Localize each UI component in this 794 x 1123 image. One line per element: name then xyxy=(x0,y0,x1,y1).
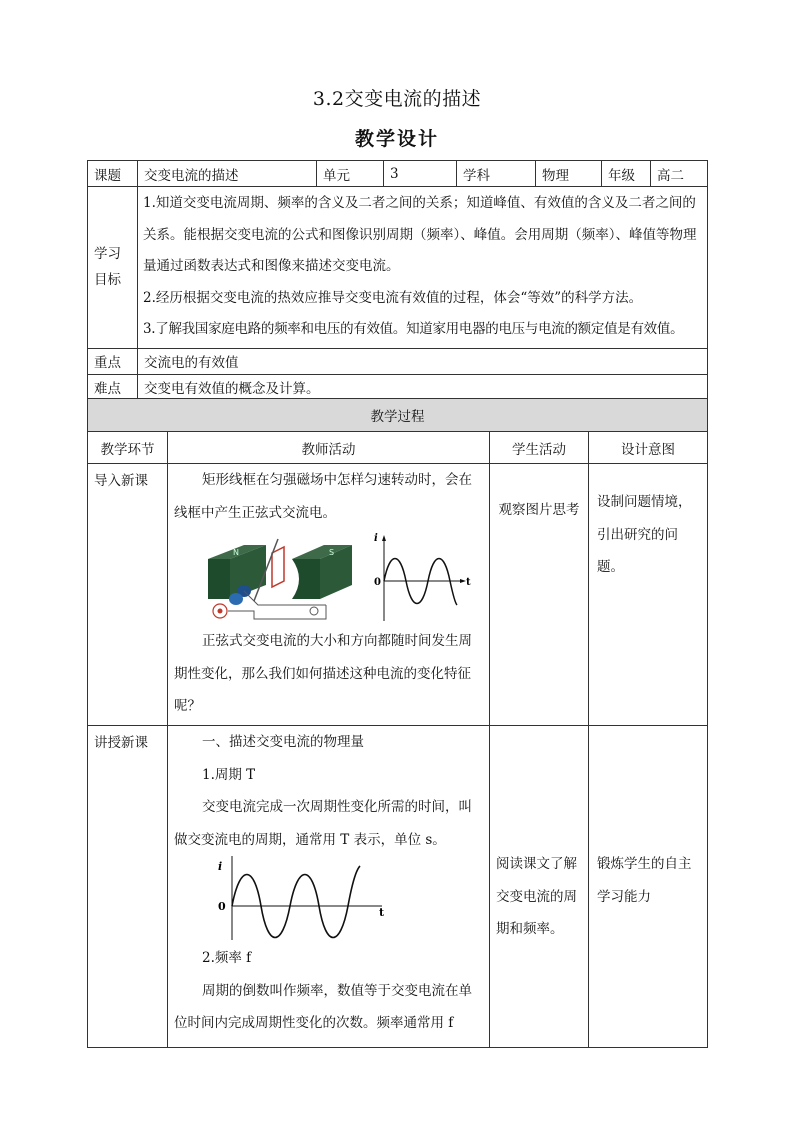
goal-2: 2.经历根据交变电流的热效应推导交变电流有效值的过程，体会“等效”的科学方法。 xyxy=(143,289,643,306)
teacher-new-sub2: 2.频率 f xyxy=(202,950,252,966)
label-topic: 课题 xyxy=(88,161,138,187)
student-intro: 观察图片思考 xyxy=(490,464,589,726)
topic-value: 交变电流的描述 xyxy=(138,161,317,187)
teaching-process-table xyxy=(87,398,708,1048)
key-value: 交流电的有效值 xyxy=(138,348,708,374)
teacher-intro-p1: 矩形线框在匀强磁场中怎样匀速转动时，会在线框中产生正弦式交流电。 xyxy=(174,472,472,521)
lesson-info-table xyxy=(87,160,708,401)
teacher-new-sub1: 1.周期 T xyxy=(202,766,256,783)
unit-value: 3 xyxy=(384,161,457,187)
graph1-y-arrow xyxy=(382,535,386,541)
pole-n-label: N xyxy=(233,548,239,557)
grade-value: 高二 xyxy=(651,161,708,187)
bulb-icon xyxy=(310,607,318,615)
teacher-new-heading: 一、描述交变电流的物理量 xyxy=(202,734,364,750)
subject-value: 物理 xyxy=(536,161,602,187)
student-new: 阅读课文了解交变电流的周期和频率。 xyxy=(490,726,589,1048)
label-key: 重点 xyxy=(88,348,138,374)
magnet-pole-left xyxy=(208,559,230,599)
intent-new: 锻炼学生的自主学习能力 xyxy=(589,726,708,1048)
label-unit: 单元 xyxy=(317,161,384,187)
magnet-pole-right xyxy=(292,559,320,599)
page-subtitle: 教学设计 xyxy=(354,128,439,150)
coil-loop xyxy=(272,547,284,587)
label-grade: 年级 xyxy=(602,161,651,187)
graph2-sine-curve xyxy=(232,866,360,938)
goals-content xyxy=(138,187,708,349)
graph2-i-label: i xyxy=(218,860,223,873)
stage-intro-label: 导入新课 xyxy=(94,473,148,489)
teacher-new xyxy=(168,726,490,1048)
header-intent: 设计意图 xyxy=(589,432,708,464)
goal-1: 1.知道交变电流周期、频率的含义及二者之间的关系；知道峰值、有效值的含义及二者之间的关系。能根据交变电流的公式和图像识别周期（频率）、峰值。会用周期（频率）、峰值等物理量通过函数表达式和图像来描述交变电流。 xyxy=(143,195,697,274)
header-student: 学生活动 xyxy=(490,432,589,464)
meter-center xyxy=(218,609,223,614)
teacher-intro-p2: 正弦式交变电流的大小和方向都随时间发生周期性变化，那么我们如何描述这种电流的变化特征呢？ xyxy=(174,633,472,714)
teacher-new-p1: 交变电流完成一次周期性变化所需的时间，叫做交变流电的周期，通常用 T 表示，单位 s。 xyxy=(174,799,472,848)
stage-new xyxy=(88,726,168,1048)
graph1-origin: 0 xyxy=(374,577,381,588)
header-stage: 教学环节 xyxy=(88,432,168,464)
period-graph xyxy=(174,856,484,942)
label-goals: 学习目标 xyxy=(88,187,138,349)
pole-s-label: S xyxy=(329,548,335,557)
teacher-new-p2: 周期的倒数叫作频率，数值等于交变电流在单位时间内完成周期性变化的次数。频率通常用 f xyxy=(174,982,472,1031)
graph2-t-label: t xyxy=(379,906,385,919)
graph1-i-label: i xyxy=(374,533,378,544)
teacher-intro xyxy=(168,464,490,726)
header-teacher: 教师活动 xyxy=(168,432,490,464)
process-band: 教学过程 xyxy=(88,399,708,432)
stage-intro xyxy=(88,464,168,726)
graph1-sine-curve xyxy=(384,559,457,606)
generator-figure xyxy=(174,529,474,625)
page-title: 3.2交变电流的描述 xyxy=(312,88,482,110)
intent-intro: 设制问题情境，引出研究的问题。 xyxy=(589,464,708,726)
graph1-t-label: t xyxy=(466,577,471,588)
label-difficult: 难点 xyxy=(88,374,138,400)
graph2-origin: 0 xyxy=(218,900,226,913)
label-subject: 学科 xyxy=(457,161,536,187)
slip-ring-2 xyxy=(229,593,243,605)
difficult-value: 交变电有效值的概念及计算。 xyxy=(138,374,708,400)
stage-new-label: 讲授新课 xyxy=(94,735,148,751)
goal-3: 3.了解我国家庭电路的频率和电压的有效值。知道家用电器的电压与电流的额定值是有效值。 xyxy=(143,321,684,337)
